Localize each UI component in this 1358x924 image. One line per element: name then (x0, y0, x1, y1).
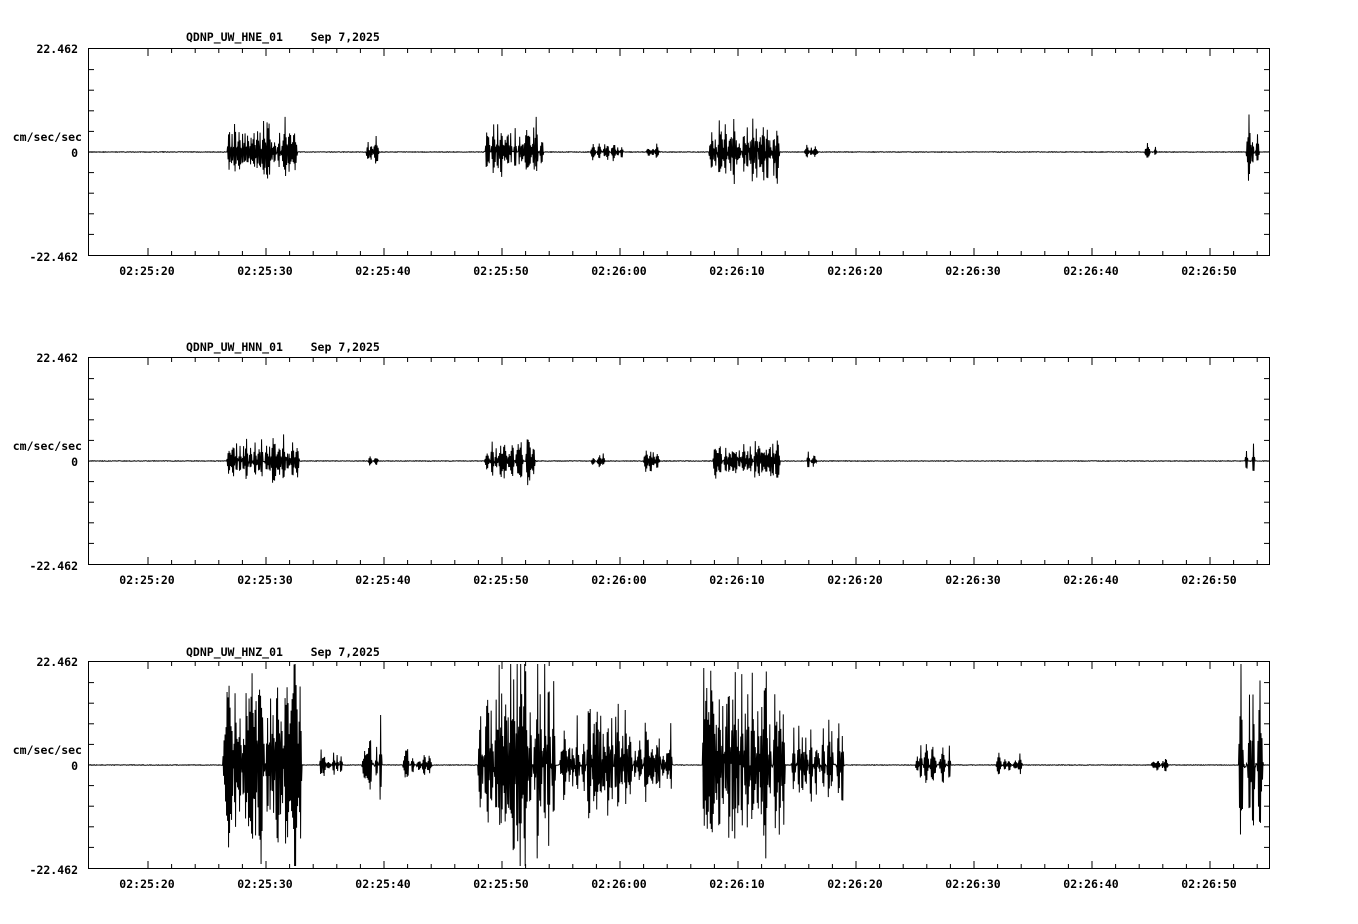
x-tick-label: 02:26:20 (827, 573, 883, 587)
x-tick-label: 02:25:40 (355, 573, 411, 587)
x-tick-label: 02:26:50 (1181, 877, 1237, 891)
waveform-trace (89, 662, 1269, 868)
x-tick-label: 02:26:10 (709, 573, 765, 587)
y-tick-label: -22.462 (29, 559, 78, 573)
y-tick-label: -22.462 (29, 863, 78, 877)
y-tick-label: -22.462 (29, 250, 78, 264)
x-tick-label: 02:26:30 (945, 573, 1001, 587)
y-tick-label: 22.462 (36, 655, 78, 669)
x-tick-label: 02:25:40 (355, 264, 411, 278)
y-axis-units-label: cm/sec/sec (12, 439, 82, 453)
panel-title: QDNP_UW_HNE_01 Sep 7,2025 (186, 30, 380, 44)
y-tick-label: 0 (71, 146, 78, 160)
y-axis-units-label: cm/sec/sec (12, 743, 82, 757)
x-tick-label: 02:26:40 (1063, 264, 1119, 278)
plot-area (88, 357, 1270, 565)
panel-title: QDNP_UW_HNN_01 Sep 7,2025 (186, 340, 380, 354)
x-tick-label: 02:26:00 (591, 264, 647, 278)
x-tick-label: 02:26:00 (591, 573, 647, 587)
plot-area (88, 661, 1270, 869)
x-tick-label: 02:26:30 (945, 264, 1001, 278)
waveform-trace (89, 358, 1269, 564)
x-tick-label: 02:26:10 (709, 264, 765, 278)
x-tick-label: 02:25:30 (237, 264, 293, 278)
x-tick-label: 02:25:30 (237, 573, 293, 587)
x-tick-label: 02:26:50 (1181, 264, 1237, 278)
y-axis-units-label: cm/sec/sec (12, 130, 82, 144)
x-tick-label: 02:25:20 (119, 573, 175, 587)
x-tick-label: 02:25:20 (119, 264, 175, 278)
x-tick-label: 02:25:30 (237, 877, 293, 891)
x-tick-label: 02:26:30 (945, 877, 1001, 891)
x-tick-label: 02:26:20 (827, 877, 883, 891)
x-tick-label: 02:25:50 (473, 573, 529, 587)
waveform-trace (89, 49, 1269, 255)
y-tick-label: 0 (71, 455, 78, 469)
y-tick-label: 22.462 (36, 351, 78, 365)
x-tick-label: 02:26:50 (1181, 573, 1237, 587)
x-tick-label: 02:25:40 (355, 877, 411, 891)
x-tick-label: 02:25:20 (119, 877, 175, 891)
x-tick-label: 02:26:10 (709, 877, 765, 891)
y-tick-label: 0 (71, 759, 78, 773)
x-tick-label: 02:26:40 (1063, 877, 1119, 891)
x-tick-label: 02:25:50 (473, 264, 529, 278)
x-tick-label: 02:25:50 (473, 877, 529, 891)
x-tick-label: 02:26:00 (591, 877, 647, 891)
x-tick-label: 02:26:40 (1063, 573, 1119, 587)
plot-area (88, 48, 1270, 256)
x-tick-label: 02:26:20 (827, 264, 883, 278)
panel-title: QDNP_UW_HNZ_01 Sep 7,2025 (186, 645, 380, 659)
y-tick-label: 22.462 (36, 42, 78, 56)
